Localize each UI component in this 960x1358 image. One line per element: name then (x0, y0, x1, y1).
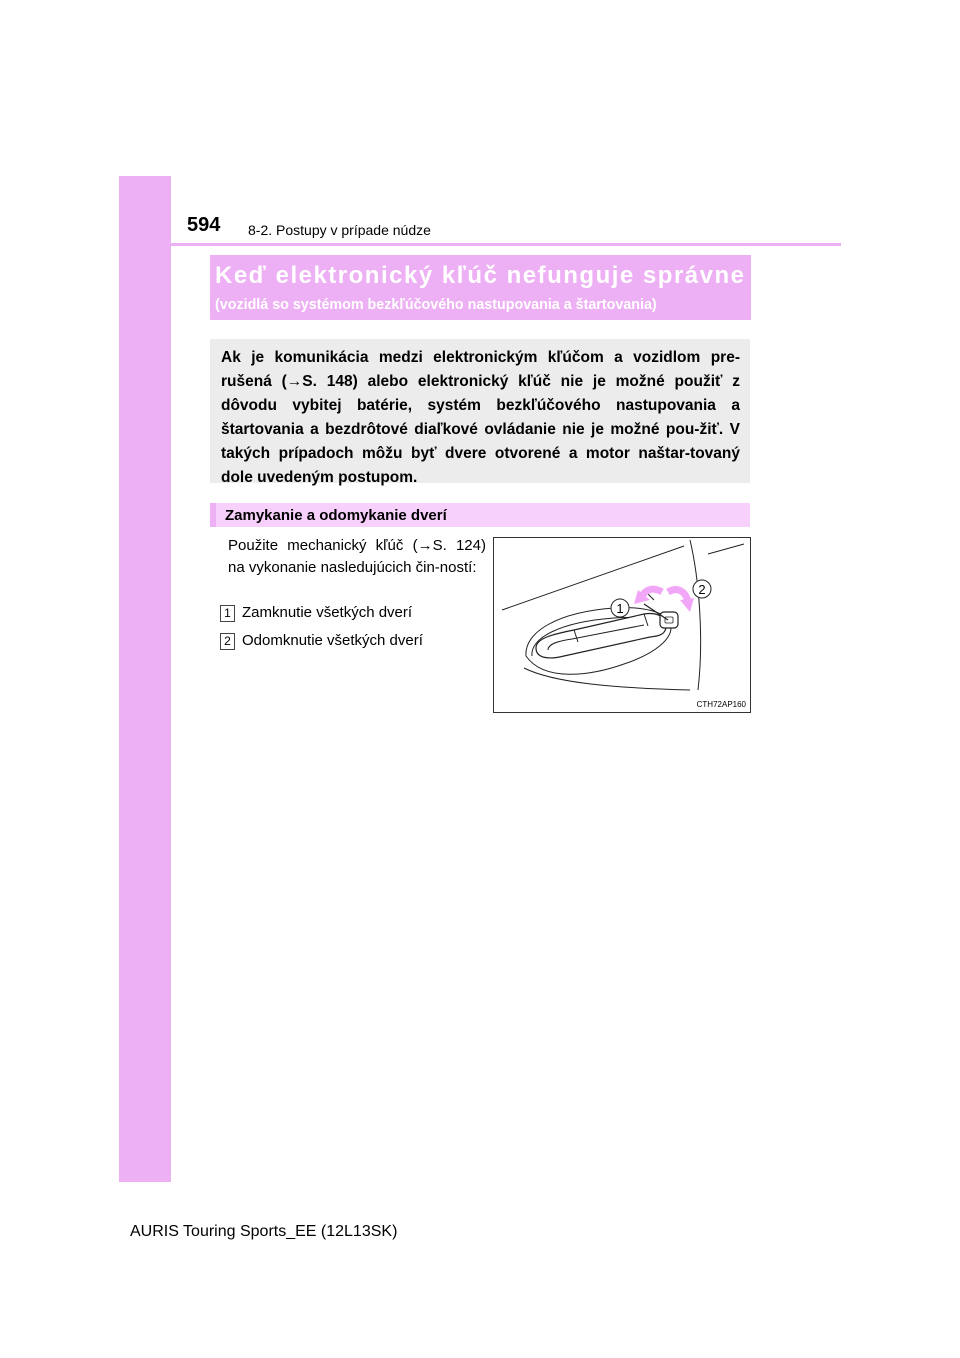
page-number: 594 (187, 214, 221, 236)
footer-model-code: AURIS Touring Sports_EE (12L13SK) (130, 1223, 398, 1240)
intro-box (210, 339, 750, 486)
subsection-heading (210, 503, 750, 527)
callout-1-label: 1 (616, 601, 624, 616)
intro-text: Ak je komunikácia medzi elektronickým kľúčom a vozidlom pre-rušená (→S. 148) alebo elektronický kľúč nie je možné použiť z dôvodu vybitej batérie, systém bezkľúčového nastupovania a štartovania a bezdrôtové diaľkové ovládanie nie je možné pou-žiť. V takých prípadoch môžu byť dvere otvorené a motor naštar-tovaný dole uvedeným postupom. (221, 349, 740, 486)
subsection-body: Použite mechanický kľúč (→S. 124) na vykonanie nasledujúcich čin-ností: (228, 537, 486, 576)
title-banner (210, 255, 751, 320)
step-number-badge: 1 (220, 605, 235, 622)
step-label: Odomknutie všetkých dverí (242, 632, 423, 649)
step-label: Zamknutie všetkých dverí (242, 604, 413, 621)
unlock-arrow-head (680, 598, 694, 612)
section-header: 8-2. Postupy v prípade núdze (248, 222, 431, 238)
subsection-heading-text: Zamykanie a odomykanie dverí (225, 507, 447, 524)
page-subtitle: (vozidlá so systémom bezkľúčového nastupovania a štartovania) (215, 297, 657, 313)
side-tab-bar (119, 176, 171, 1182)
callout-2-label: 2 (698, 582, 706, 597)
header-divider (119, 243, 841, 246)
door-handle-figure (493, 537, 751, 713)
step-number-badge: 2 (220, 633, 235, 650)
page-title: Keď elektronický kľúč nefunguje správne (215, 262, 746, 289)
figure-code: CTH72AP160 (696, 700, 746, 709)
door-handle-illustration (494, 538, 750, 712)
